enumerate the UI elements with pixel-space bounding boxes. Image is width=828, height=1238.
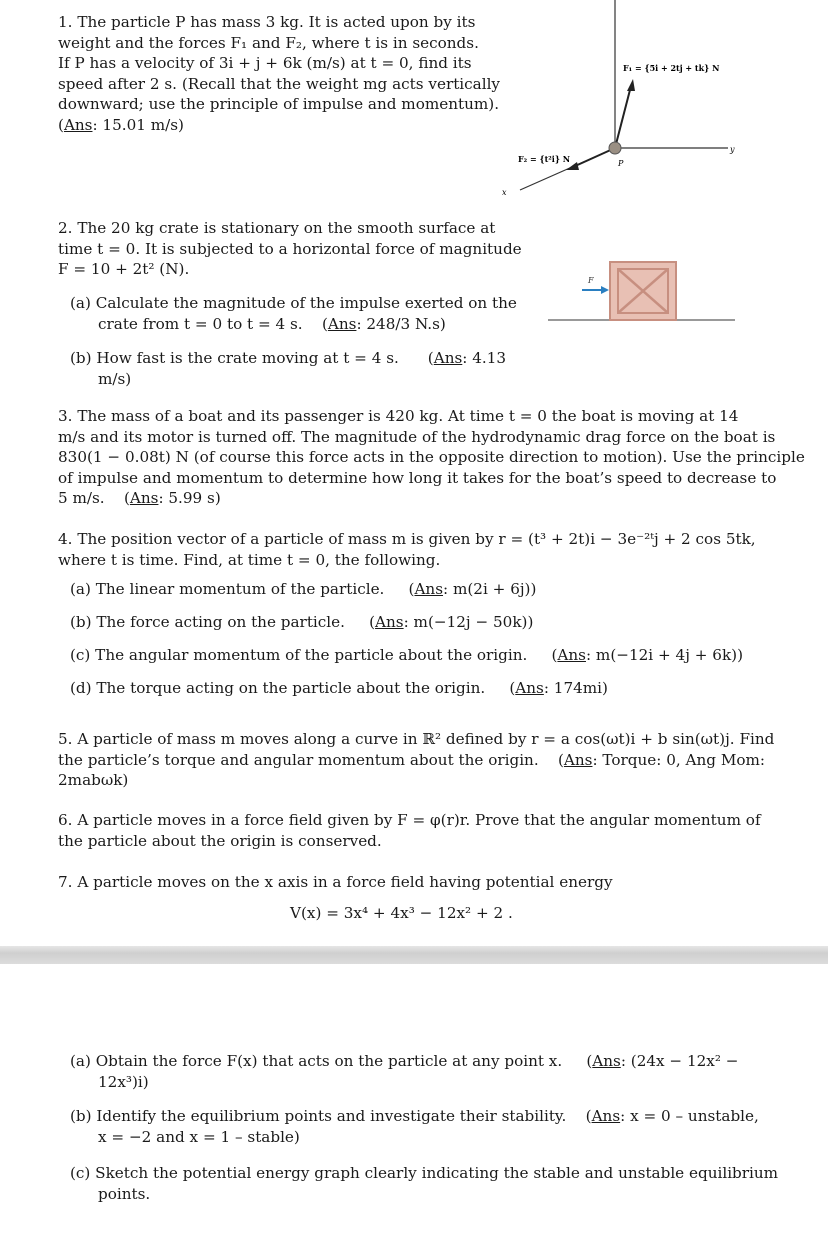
potential-equation: V(x) = 3x⁴ + 4x³ − 12x² + 2 .	[290, 904, 513, 922]
problem-2-line: 2. The 20 kg crate is stationary on the smooth surface at	[58, 219, 496, 237]
problem-4a: (a) The linear momentum of the particle. (Ans: m(2i + 6j))	[70, 580, 537, 598]
problem-1-answer: (Ans: 15.01 m/s)	[58, 115, 184, 134]
problem-2a: (a) Calculate the magnitude of the impulse exerted on the crate from t = 0 to t = 4 s. (Ans: 248/3 N.s)	[70, 294, 517, 333]
f1-arrowhead	[627, 79, 635, 91]
f2-label: F₂ = {t²i} N	[518, 154, 571, 164]
problem-4c: (c) The angular momentum of the particle about the origin. (Ans: m(−12i + 4j + 6k))	[70, 646, 743, 664]
problem-2	[58, 218, 522, 280]
f1-label: F₁ = {5i + 2tj + tk} N	[623, 63, 720, 73]
problem-7a: (a) Obtain the force F(x) that acts on the particle at any point x. (Ans: (24x − 12x² − 12x³)i)	[70, 1052, 739, 1091]
y-axis-label: y	[730, 145, 735, 154]
problem-1	[58, 12, 500, 135]
problem-1-line: downward; use the principle of impulse and momentum).	[58, 95, 500, 113]
problem-7c: (c) Sketch the potential energy graph clearly indicating the stable and unstable equilibrium points.	[70, 1164, 779, 1203]
answer-label: Ans	[129, 489, 159, 507]
force-arrowhead	[601, 286, 609, 294]
problem-1-line: speed after 2 s. (Recall that the weight mg acts vertically	[58, 74, 501, 93]
problem-5: 5. A particle of mass m moves along a curve in ℝ² defined by r = a cos(ωt)i + b sin(ωt)j. Find the particle’s torque and angular momentum about the origin. (Ans: Torque: 0, Ang Mom: 2mabωk)	[58, 730, 775, 789]
answer-label: Ans	[63, 115, 93, 134]
crate-figure	[540, 255, 740, 330]
x-axis-label: x	[502, 188, 507, 197]
problem-4b: (b) The force acting on the particle. (Ans: m(−12j − 50k))	[70, 613, 534, 631]
problem-3: 3. The mass of a boat and its passenger is 420 kg. At time t = 0 the boat is moving at 14 m/s and its motor is turned off. The magnitude of the hydrodynamic drag force on the boat is 830(1 − 0.08t) N (of course this force acts in the opposite direction to motion). Use the principle of impulse and momentum to determine how long it takes for the boat’s speed to decrease to 5 m/s. (Ans: 5.99 s)	[58, 407, 805, 507]
p-label: P	[618, 159, 624, 168]
problem-1-line: 1. The particle P has mass 3 kg. It is acted upon by its	[58, 13, 476, 31]
f2-arrow	[573, 148, 615, 167]
problem-1-line: If P has a velocity of 3i + j + 6k (m/s) at t = 0, find its	[58, 54, 472, 72]
force-diagram-figure	[500, 0, 760, 200]
problem-2b: (b) How fast is the crate moving at t = 4 s. (Ans: 4.13 m/s)	[70, 349, 507, 388]
f1-arrow	[615, 86, 631, 148]
problem-1-line: weight and the forces F₁ and F₂, where t is in seconds.	[58, 33, 479, 52]
problem-2-line: F = 10 + 2t² (N).	[58, 260, 190, 278]
problem-7b: (b) Identify the equilibrium points and investigate their stability. (Ans: x = 0 – unstable, x = −2 and x = 1 – stable)	[70, 1107, 759, 1146]
problem-4: 4. The position vector of a particle of mass m is given by r = (t³ + 2t)i − 3e⁻²ᵗj + 2 cos 5tk, where t is time. Find, at time t = 0, the following.	[58, 530, 756, 569]
page-separator	[0, 946, 828, 964]
answer-label: Ans	[327, 314, 357, 333]
problem-7: 7. A particle moves on the x axis in a force field having potential energy	[58, 873, 613, 891]
answer-label: Ans	[433, 349, 463, 367]
problem-2-line: time t = 0. It is subjected to a horizontal force of magnitude	[58, 239, 522, 258]
particle-p	[609, 142, 621, 154]
problem-4d: (d) The torque acting on the particle about the origin. (Ans: 174mi)	[70, 679, 608, 697]
problem-6: 6. A particle moves in a force field given by F = φ(r)r. Prove that the angular momentum of the particle about the origin is conserved.	[58, 811, 761, 850]
force-label: F	[588, 276, 594, 285]
